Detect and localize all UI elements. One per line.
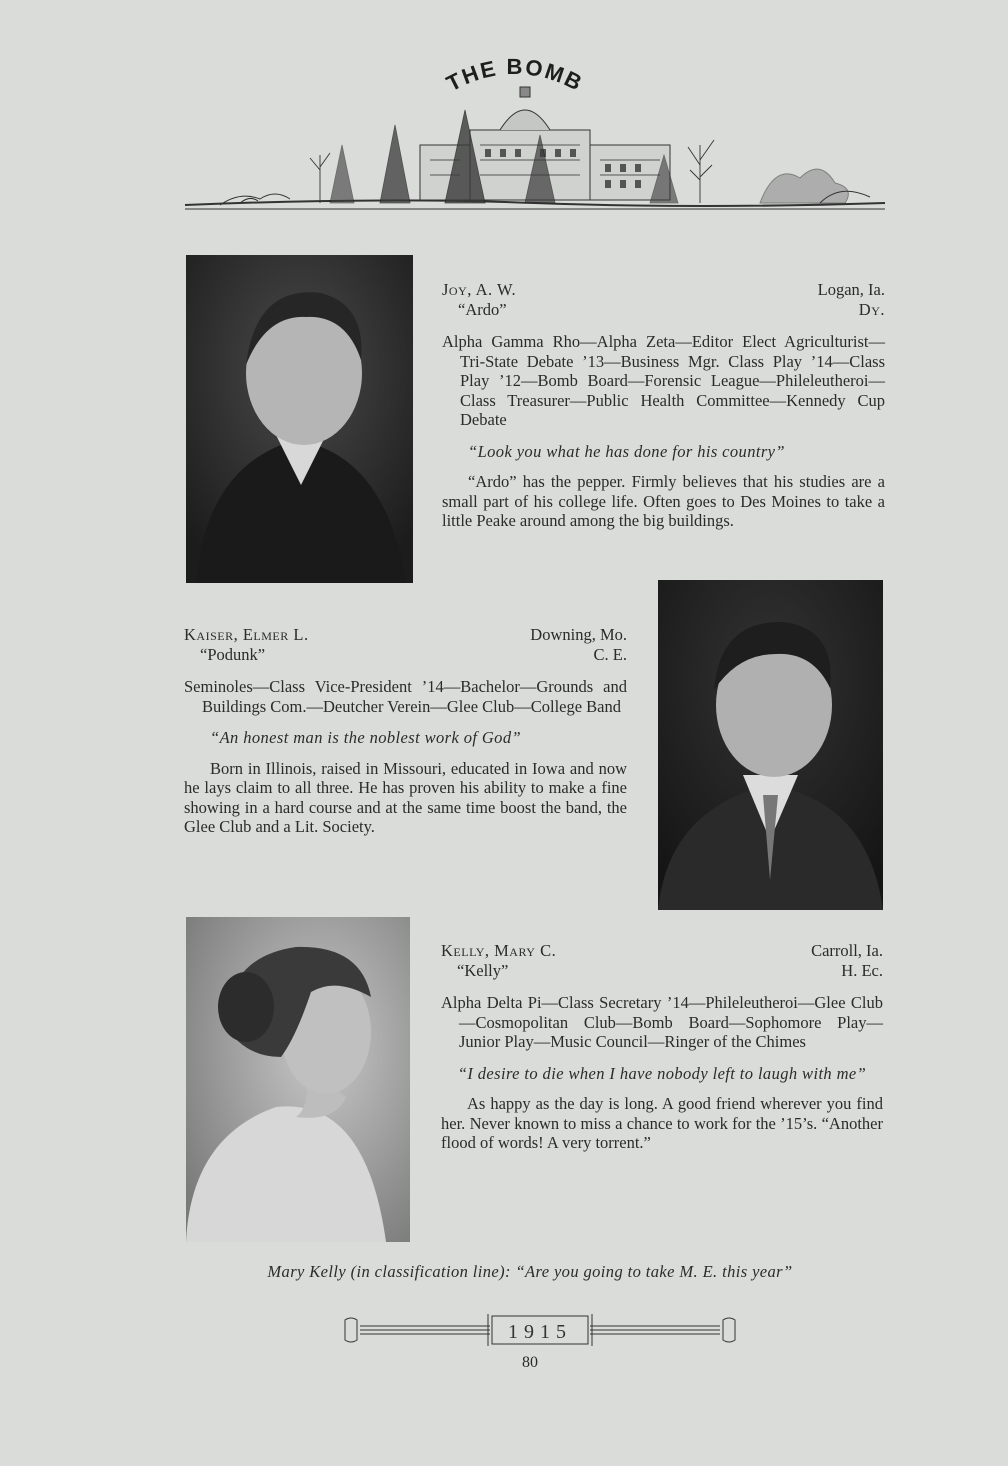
biography: Born in Illinois, raised in Missouri, educated in Iowa and now he lays claim to all three. He has proven his ability to make a fine showing in a hard course and at the same time boost the band, the Glee Club and a Lit. Society. [184,758,627,836]
caption-quote: Mary Kelly (in classification line): “Are you going to take M. E. this year” [267,1262,793,1281]
course: H. Ec. [841,960,883,980]
nickname: “Ardo” [458,299,507,319]
footer-year: 1915 [508,1321,572,1343]
entry-joy [442,280,885,531]
entry-kaiser [184,625,627,837]
activities: Seminoles—Class Vice-President ’14—Bachelor—Grounds and Buildings Com.—Deutcher Verein—Glee Club—College Band [184,677,627,716]
page-number: 80 [522,1354,538,1371]
course: C. E. [593,644,627,664]
hometown: Downing, Mo. [530,625,627,644]
portrait-photo-joy [186,255,413,583]
entry-kelly [441,941,883,1153]
biography: “Ardo” has the pepper. Firmly believes that his studies are a small part of his college life. Often goes to Des Moines to take a little Peake around among the big buildings. [442,472,885,530]
student-name: Joy, A. W. [442,280,517,299]
portrait-photo-kaiser [658,580,883,910]
campus-building-illustration [180,85,890,215]
quote: “An honest man is the noblest work of God” [210,728,522,747]
activities: Alpha Gamma Rho—Alpha Zeta—Editor Elect Agriculturist—Tri-State Debate ’13—Business Mgr. Class Play ’14—Class Play ’12—Bomb Board—Forensic League—Phileleutheroi—Class Treasurer—Public Health Committee—Kennedy Cup Debate [442,332,885,429]
student-name: Kelly, Mary C. [441,941,557,960]
nickname: “Kelly” [457,960,509,980]
activities: Alpha Delta Pi—Class Secretary ’14—Phileleutheroi—Glee Club—Cosmopolitan Club—Bomb Board—Sophomore Play—Junior Play—Music Council—Ringer of the Chimes [441,993,883,1051]
quote: “Look you what he has done for his country” [468,441,785,461]
biography: As happy as the day is long. A good friend wherever you find her. Never known to miss a chance to work for the ’15’s. “Another flood of words! A very torrent.” [441,1094,883,1152]
course: Dy. [858,299,885,319]
student-name: Kaiser, Elmer L. [184,625,309,644]
portrait-photo-kelly [186,917,410,1242]
nickname: “Podunk” [200,644,266,664]
footer-year-banner [340,1312,740,1348]
quote: “I desire to die when I have nobody left to laugh with me” [457,1063,867,1083]
hometown: Carroll, Ia. [811,941,883,960]
hometown: Logan, Ia. [817,280,885,299]
svg-text:THE BOMB: THE BOMB [442,55,588,97]
